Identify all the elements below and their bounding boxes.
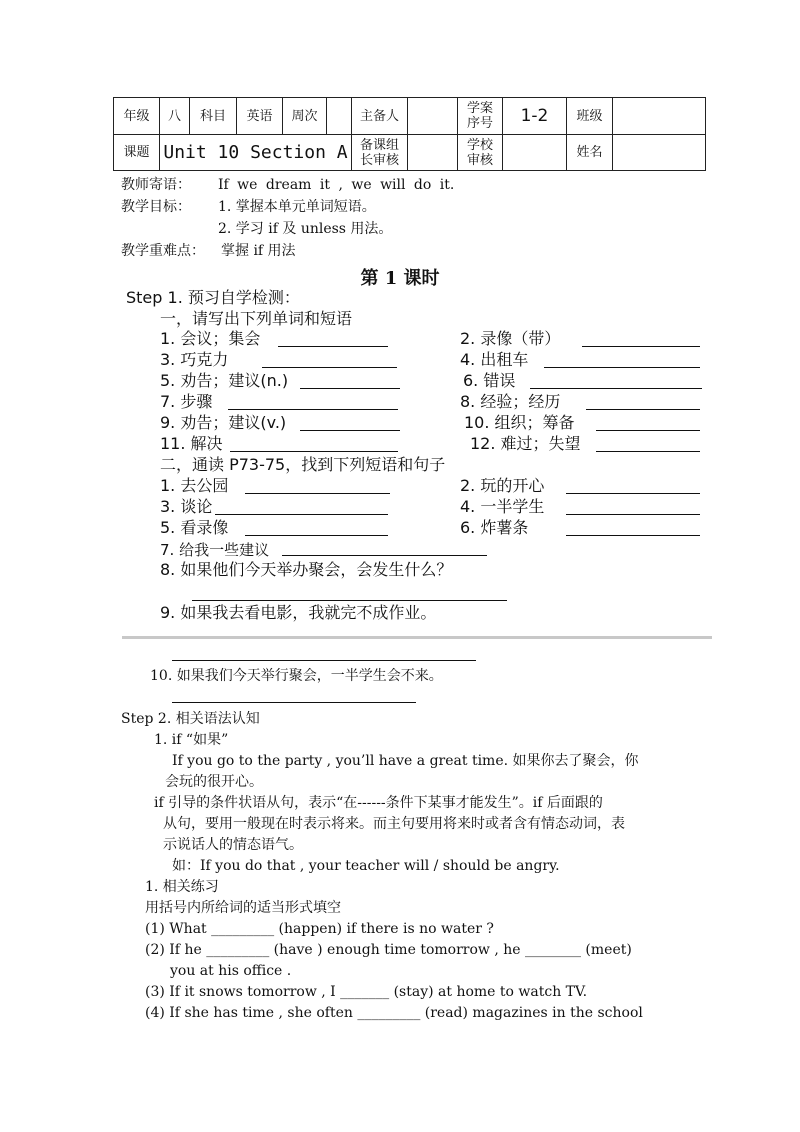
answer-line — [586, 409, 700, 410]
group-review-value — [408, 135, 458, 171]
word-item: 10. 组织；筹备 — [464, 413, 575, 432]
step1-title: Step 1. 预习自学检测： — [126, 288, 300, 307]
sentence-10: 10. 如果我们今天举行聚会，一半学生会不来。 — [150, 668, 443, 684]
group-review-label: 备课组 长审核 — [352, 135, 408, 171]
school-review-value — [503, 135, 567, 171]
answer-line — [230, 451, 398, 452]
sentence-8: 8. 如果他们今天举办聚会，会发生什么？ — [160, 560, 453, 579]
answer-line — [172, 660, 476, 661]
teacher-words-label: 教师寄语： — [121, 177, 191, 193]
word-item: 6. 错误 — [463, 371, 516, 390]
word-item: 5. 劝告；建议(n.) — [160, 371, 289, 390]
name-value — [613, 135, 706, 171]
answer-line — [282, 555, 487, 556]
word-item: 7. 步骤 — [160, 392, 213, 411]
plan-no-label: 学案 序号 — [458, 98, 503, 135]
example-2: 如：If you do that , your teacher will / should be angry. — [172, 858, 560, 874]
plan-no-value: 1-2 — [503, 98, 567, 135]
topic-value: Unit 10 Section A — [160, 135, 352, 171]
question-1: (1) What _________ (happen) if there is no water ? — [145, 921, 494, 937]
example-1a: If you go to the party , you’ll have a great time. 如果你去了聚会，你 — [172, 753, 639, 769]
answer-line — [530, 388, 702, 389]
phrase-item: 3. 谈论 — [160, 497, 213, 516]
practice-instruction: 用括号内所给词的适当形式填空 — [145, 900, 341, 916]
answer-line — [215, 514, 388, 515]
word-item: 11. 解决 — [160, 434, 223, 453]
practice-title: 1. 相关练习 — [145, 879, 219, 895]
answer-line — [172, 702, 416, 703]
goal-label: 教学目标： — [121, 199, 191, 215]
goal-2: 2. 学习 if 及 unless 用法。 — [218, 221, 393, 237]
answer-line — [228, 409, 398, 410]
question-4: (4) If she has time , she often _________ (read) magazines in the school — [145, 1005, 643, 1021]
phrase-item: 5. 看录像 — [160, 518, 229, 537]
part1-title: 一，请写出下列单词和短语 — [160, 309, 353, 328]
word-item: 3. 巧克力 — [160, 350, 229, 369]
answer-line — [596, 451, 700, 452]
preparer-value — [408, 98, 458, 135]
topic-label: 课题 — [114, 135, 160, 171]
school-review-label: 学校 审核 — [458, 135, 503, 171]
week-label: 周次 — [283, 98, 327, 135]
answer-line — [262, 367, 397, 368]
answer-line — [300, 388, 400, 389]
answer-line — [544, 367, 700, 368]
answer-line — [300, 430, 400, 431]
answer-line — [596, 430, 700, 431]
step2-item-1: 1. if “如果” — [154, 732, 229, 748]
teacher-words: If we dream it , we will do it. — [218, 177, 455, 193]
phrase-item: 1. 去公园 — [160, 476, 229, 495]
preparer-label: 主备人 — [352, 98, 408, 135]
question-2a: (2) If he _________ (have ) enough time tomorrow , he ________ (meet) — [145, 942, 632, 958]
answer-line — [245, 493, 390, 494]
class-label: 班级 — [567, 98, 613, 135]
word-item: 9. 劝告；建议(v.) — [160, 413, 287, 432]
answer-line — [566, 535, 700, 536]
word-item: 2. 录像（带） — [460, 329, 561, 348]
key-label: 教学重难点： — [121, 243, 205, 259]
answer-line — [566, 493, 700, 494]
answer-line — [278, 346, 388, 347]
phrase-item: 6. 炸薯条 — [460, 518, 529, 537]
key-point: 掌握 if 用法 — [221, 243, 296, 259]
answer-line — [245, 535, 388, 536]
subject-value: 英语 — [237, 98, 283, 135]
name-label: 姓名 — [567, 135, 613, 171]
lesson-title: 第 1 课时 — [360, 268, 440, 289]
week-value — [327, 98, 352, 135]
phrase-item: 2. 玩的开心 — [460, 476, 545, 495]
question-2b: you at his office . — [170, 963, 292, 979]
answer-line — [566, 514, 700, 515]
answer-line — [192, 600, 507, 601]
rule-line-1: if 引导的条件状语从句，表示“在------条件下某事才能发生”。if 后面跟的 — [154, 795, 603, 811]
word-item: 1. 会议；集会 — [160, 329, 261, 348]
word-item: 12. 难过；失望 — [470, 434, 581, 453]
grade-value: 八 — [160, 98, 190, 135]
part2-title: 二，通读 P73-75，找到下列短语和句子 — [160, 455, 446, 474]
word-item: 4. 出租车 — [460, 350, 529, 369]
sentence-9: 9. 如果我去看电影，我就完不成作业。 — [160, 603, 437, 622]
sentence-7: 7. 给我一些建议 — [160, 541, 270, 559]
word-item: 8. 经验；经历 — [460, 392, 561, 411]
page-divider — [122, 636, 712, 639]
grade-label: 年级 — [114, 98, 160, 135]
example-1b: 会玩的很开心。 — [165, 774, 263, 790]
rule-line-2: 从句，要用一般现在时表示将来。而主句要用将来时或者含有情态动词，表 — [163, 816, 625, 832]
goal-1: 1. 掌握本单元单词短语。 — [218, 199, 376, 215]
rule-line-3: 示说话人的情态语气。 — [163, 837, 303, 853]
header-table — [113, 97, 706, 171]
answer-line — [582, 346, 700, 347]
subject-label: 科目 — [190, 98, 237, 135]
question-3: (3) If it snows tomorrow , I _______ (stay) at home to watch TV. — [145, 984, 588, 1000]
step2-title: Step 2. 相关语法认知 — [121, 711, 260, 727]
class-value — [613, 98, 706, 135]
phrase-item: 4. 一半学生 — [460, 497, 545, 516]
